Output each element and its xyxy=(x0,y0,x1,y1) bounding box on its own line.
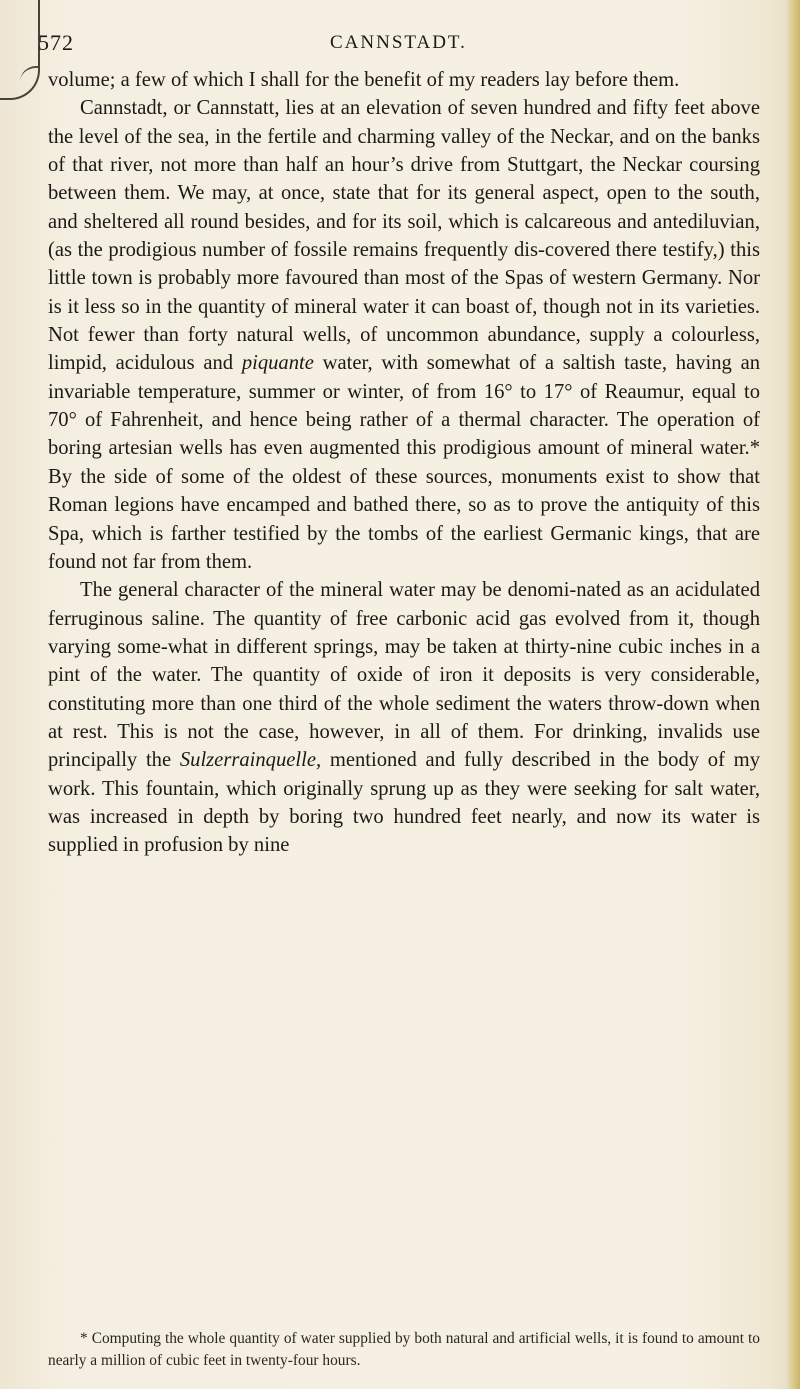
paragraph-2-italic: piquante xyxy=(241,352,314,375)
paragraph-3-italic: Sulzerrainquelle, xyxy=(179,749,322,772)
main-text xyxy=(48,66,760,860)
page-edge-shadow xyxy=(786,0,800,1389)
paragraph-3-text-a: The general character of the mineral water may be denomi-nated as an acidulated ferruginous saline. The quantity of free carbonic acid gas evolved from it, though varying some-what in different springs, may be taken at thirty-nine cubic inches in a pint of the water. The quantity of oxide of iron it deposits is very considerable, constituting more than one third of the whole sediment the waters throw-down when at rest. This is not the case, however, in all of them. For drinking, invalids use principally the xyxy=(48,579,760,772)
running-title: CANNSTADT. xyxy=(330,32,467,53)
paragraph-1 xyxy=(48,66,760,94)
paragraph-2-text-a: Cannstadt, or Cannstatt, lies at an elevation of seven hundred and fifty feet above the level of the sea, in the fertile and charming valley of the Neckar, and on the banks of that river, not more than half an hour’s drive from Stuttgart, the Neckar coursing between them. We may, at once, state that for its general aspect, open to the south, and sheltered all round besides, and for its soil, which is calcareous and antediluvian, (as the prodigious number of fossile remains frequently dis-covered there testify,) this little town is probably more favoured than most of the Spas of western Germany. Nor is it less so in the quantity of mineral water it can boast of, though not in its varieties. Not fewer than forty natural wells, of uncommon abundance, supply a colourless, limpid, acidulous and xyxy=(48,97,760,375)
page-number: 572 xyxy=(38,30,74,55)
page-header xyxy=(38,30,758,60)
paragraph-2 xyxy=(48,94,760,576)
footnote: * Computing the whole quantity of water supplied by both natural and artificial wells, it is found to amount to nearly a million of cubic feet in twenty-four hours. xyxy=(48,1330,760,1369)
paragraph-2-text-b: water, with somewhat of a saltish taste, having an invariable temperature, summer or winter, of from 16° to 17° of Reaumur, equal to 70° of Fahrenheit, and hence being rather of a thermal character. The operation of boring artesian wells has even augmented this prodigious amount of mineral water.* By the side of some of the oldest of these sources, monuments exist to show that Roman legions have encamped and bathed there, so as to prove the antiquity of this Spa, which is farther testified by the tombs of the earliest Germanic kings, that are found not far from them. xyxy=(48,352,761,573)
paragraph-3-text-b: mentioned and fully described in the body of my work. This fountain, which originally sprung up as they were seeking for salt water, was increased in depth by boring two hundred feet nearly, and now its water is supplied in profusion by nine xyxy=(48,749,761,857)
page-corner-mark xyxy=(0,0,40,100)
paragraph-3 xyxy=(48,576,760,859)
paragraph-1-text: volume; a few of which I shall for the benefit of my readers lay before them. xyxy=(48,69,680,91)
